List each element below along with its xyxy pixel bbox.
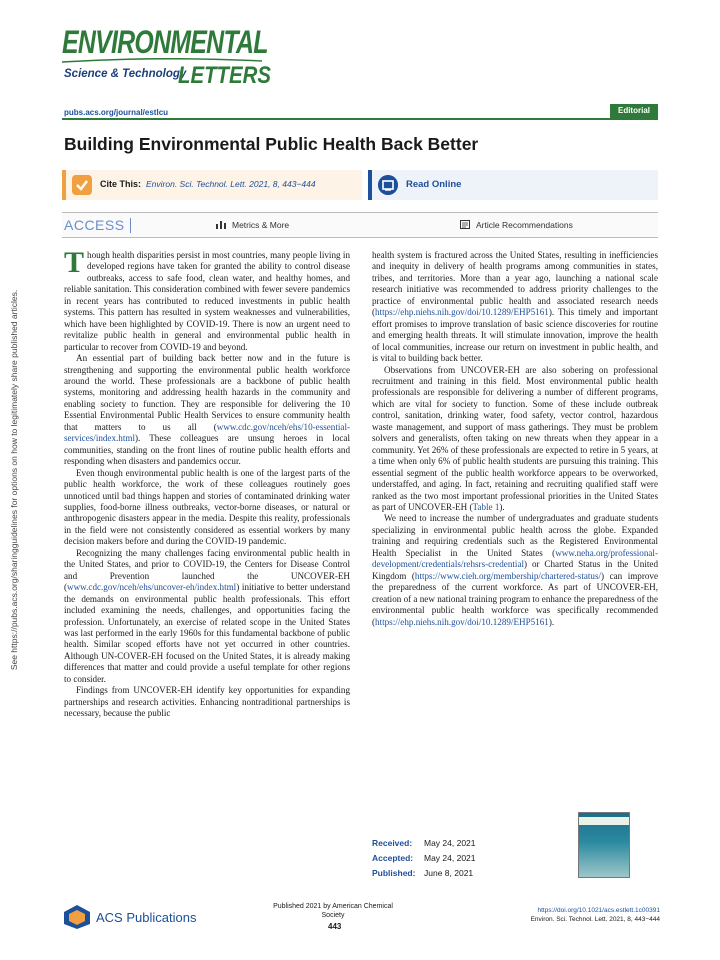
paragraph: An essential part of building back better now and in the future is strengthening and supporting the environmental public health workforce around the world. These professionals are a backbone of public health systems, monitoring and addressing health hazards in the community and enabling society to function. They are responsible for delivering the 10 Essential Environmental Public Health Services to ensure community health that matters to us all (www.cdc.gov/nceh/ehs/10-essential-services/index.html). These colleagues are unsung heroes in local communities, standing on the front lines of routine public health efforts and responding when disasters and pandemics occur. (64, 353, 350, 467)
cite-citation[interactable]: Environ. Sci. Technol. Lett. 2021, 8, 443−444 (146, 179, 316, 189)
paragraph: Recognizing the many challenges facing environmental public health in the United States, and prior to COVID-19, the Centers for Disease Control and Prevention launched the UNCOVER-EH (www.cdc.gov/nceh/ehs/uncover-eh/index.html) initiative to better understand the demands on environmental public health professionals. This effort included examining the needs, challenges, and opportunities facing the profession. Unfortunately, an exercise of related scope in the United States was last performed in the early 1960s for this fundamental backbone of public health. Similar scoped efforts have not yet occurred in other countries. Although UN-COVER-EH focused on the United States, it is already making differences that matter and could provide a useful template for other regions to consider. (64, 547, 350, 684)
link-cdc-essential-services[interactable]: www.cdc.gov/nceh/ehs/10-essential-services/index.html (64, 421, 350, 444)
link-cieh-chartered[interactable]: https://www.cieh.org/membership/chartered-status/ (414, 570, 602, 581)
metrics-more-label: Metrics & More (232, 220, 290, 230)
paragraph: health system is fractured across the United States, resulting in inefficiencies and inequity in delivery of health programs among communities in states, tribes, and territories. More than a year ago, launching a national scale research initiative was recommended to address priority challenges to the practice of environmental public health and associated research needs (https://ehp.niehs.nih.gov/doi/10.1289/EHP5161). This timely and important effort promises to improve translation of basic science discoveries for routine and emerging health threats. It will stimulate innovation, improve the health of local communities, increase our return on investment in public health, and is vital to building back better. (372, 250, 658, 364)
recommendations-icon (460, 220, 470, 229)
logo-letters: LETTERS (178, 62, 271, 89)
article-title: Building Environmental Public Health Back Better (64, 134, 479, 154)
article-dates (372, 836, 572, 881)
page-footer (62, 896, 662, 936)
published-date: Published: June 8, 2021 (372, 868, 474, 878)
read-online-icon (378, 175, 398, 195)
cover-title-band (579, 817, 629, 825)
footer-citation: Environ. Sci. Technol. Lett. 2021, 8, 443−444 (530, 916, 660, 923)
journal-cover-thumbnail[interactable] (578, 812, 630, 878)
body-column-left (64, 246, 350, 720)
logo-environmental: ENVIRONMENTAL (62, 24, 268, 60)
link-ehp-1[interactable]: https://ehp.niehs.nih.gov/doi/10.1289/EHP5161 (375, 307, 549, 318)
drop-cap: T (64, 246, 85, 279)
paragraph: Findings from UNCOVER-EH identify key opportunities for expanding partnerships and research activities. Enhancing nontraditional partnerships is necessary, because the public (64, 685, 350, 719)
access-bar (62, 212, 658, 238)
link-table-1[interactable]: Table 1 (472, 501, 500, 512)
checkmark-icon (72, 175, 92, 195)
cite-read-bar (62, 170, 658, 200)
link-neha-credential[interactable]: www.neha.org/professional-development/credentials/rehsrs-credential (372, 547, 658, 570)
sharing-guidelines-note (8, 289, 20, 671)
doi-citation (531, 906, 660, 924)
cite-this-button[interactable] (62, 170, 362, 200)
link-cdc-uncover-eh[interactable]: www.cdc.gov/nceh/ehs/uncover-eh/index.html (67, 582, 237, 593)
read-online-label: Read Online (406, 179, 462, 190)
article-recommendations-button[interactable] (460, 220, 573, 230)
acs-publications-logo[interactable]: ACS Publications (96, 910, 197, 925)
link-ehp-2[interactable]: https://ehp.niehs.nih.gov/doi/10.1289/EHP5161 (375, 616, 549, 627)
received-date: Received: May 24, 2021 (372, 838, 476, 848)
accepted-date: Accepted: May 24, 2021 (372, 853, 476, 863)
paragraph: Though health disparities persist in most countries, many people living in developed regions have taken for granted the ability to control disease outbreaks, access to safe food, clean water, and healthy homes, and reliable sanitation. This consideration combined with fewer severe pandemics in recent years has contributed to reduced investments in public health systems. This pattern has resulted in system weaknesses and vulnerabilities, which have been highlighted by COVID-19. There is now an urgent need to revitalize public health in general and environmental public health in particular to recover from COVID-19 and beyond. (64, 246, 350, 352)
page-number: 443 (328, 922, 342, 931)
sharing-guidelines-text: See https://pubs.acs.org/sharingguidelines for options on how to legitimately share published articles. (9, 289, 19, 671)
doi-link[interactable]: https://doi.org/10.1021/acs.estlett.1c00391 (537, 907, 660, 914)
cite-label: Cite This: (100, 179, 142, 189)
metrics-more-button[interactable] (216, 220, 289, 230)
journal-logo[interactable] (62, 22, 271, 104)
body-column-right (372, 250, 658, 628)
acs-hexagon-icon (62, 904, 92, 930)
article-recommendations-label: Article Recommendations (476, 220, 573, 230)
bar-chart-icon (216, 220, 226, 229)
access-label: ACCESS (64, 217, 125, 233)
logo-science-technology: Science & Technology (64, 68, 187, 80)
paragraph: Even though environmental public health is one of the largest parts of the public health workforce, the work of these colleagues routinely goes unnoticed until bad things happen and stories of contaminated drinking water supplies, food-borne illness outbreaks, vector-borne diseases, or natural or anthropogenic disasters appear in the media. Despite this reality, professionals in the field were not consistently considered as essential workers by many decision makers before and during the COVID-19 pandemic. (64, 467, 350, 547)
published-by: Published 2021 by American Chemical Society (273, 903, 393, 919)
header-rule (62, 118, 658, 120)
read-online-button[interactable] (368, 170, 658, 200)
access-separator (130, 218, 131, 233)
paragraph: Observations from UNCOVER-EH are also sobering on professional recruitment and training in this field. Most environmental public health professionals are responsible for delivering a number of different programs, which are vital for society to function. Some of these include outbreak control, sanitation, drinking water, food safety, vector control, hazardous waste management, and support of mass gatherings. They must be problem solvers and generalists, often taking on new threats when they appear in a community. Yet 26% of these professionals are expected to retire in 5 years, at a time when only 6% of public health students are pursuing this training. This essential segment of the public health workforce appears to be overworked, understaffed, and aging. In fact, retaining and recruiting qualified staff were ranked as the two most important professional priorities in the United States as part of UNCOVER-EH (Table 1). (372, 364, 658, 512)
paragraph: We need to increase the number of undergraduates and graduate students specializing in environmental public health across the globe. Expanded training and requiring credentials such as the Registered Environmental Health Specialist in the United States (www.neha.org/professional-development/credentials/rehsrs-credential) or Charted Status in the United Kingdom (https://www.cieh.org/membership/chartered-status/) can improve the preparedness of the current workforce. As part of UNCOVER-EH, creation of a new national training program to enhance the preparedness of the environmental public health workforce was specifically recommended (https://ehp.niehs.nih.gov/doi/10.1289/EHP5161). (372, 513, 658, 627)
section-badge: Editorial (610, 104, 658, 118)
journal-url-link[interactable]: pubs.acs.org/journal/estlcu (64, 108, 169, 117)
